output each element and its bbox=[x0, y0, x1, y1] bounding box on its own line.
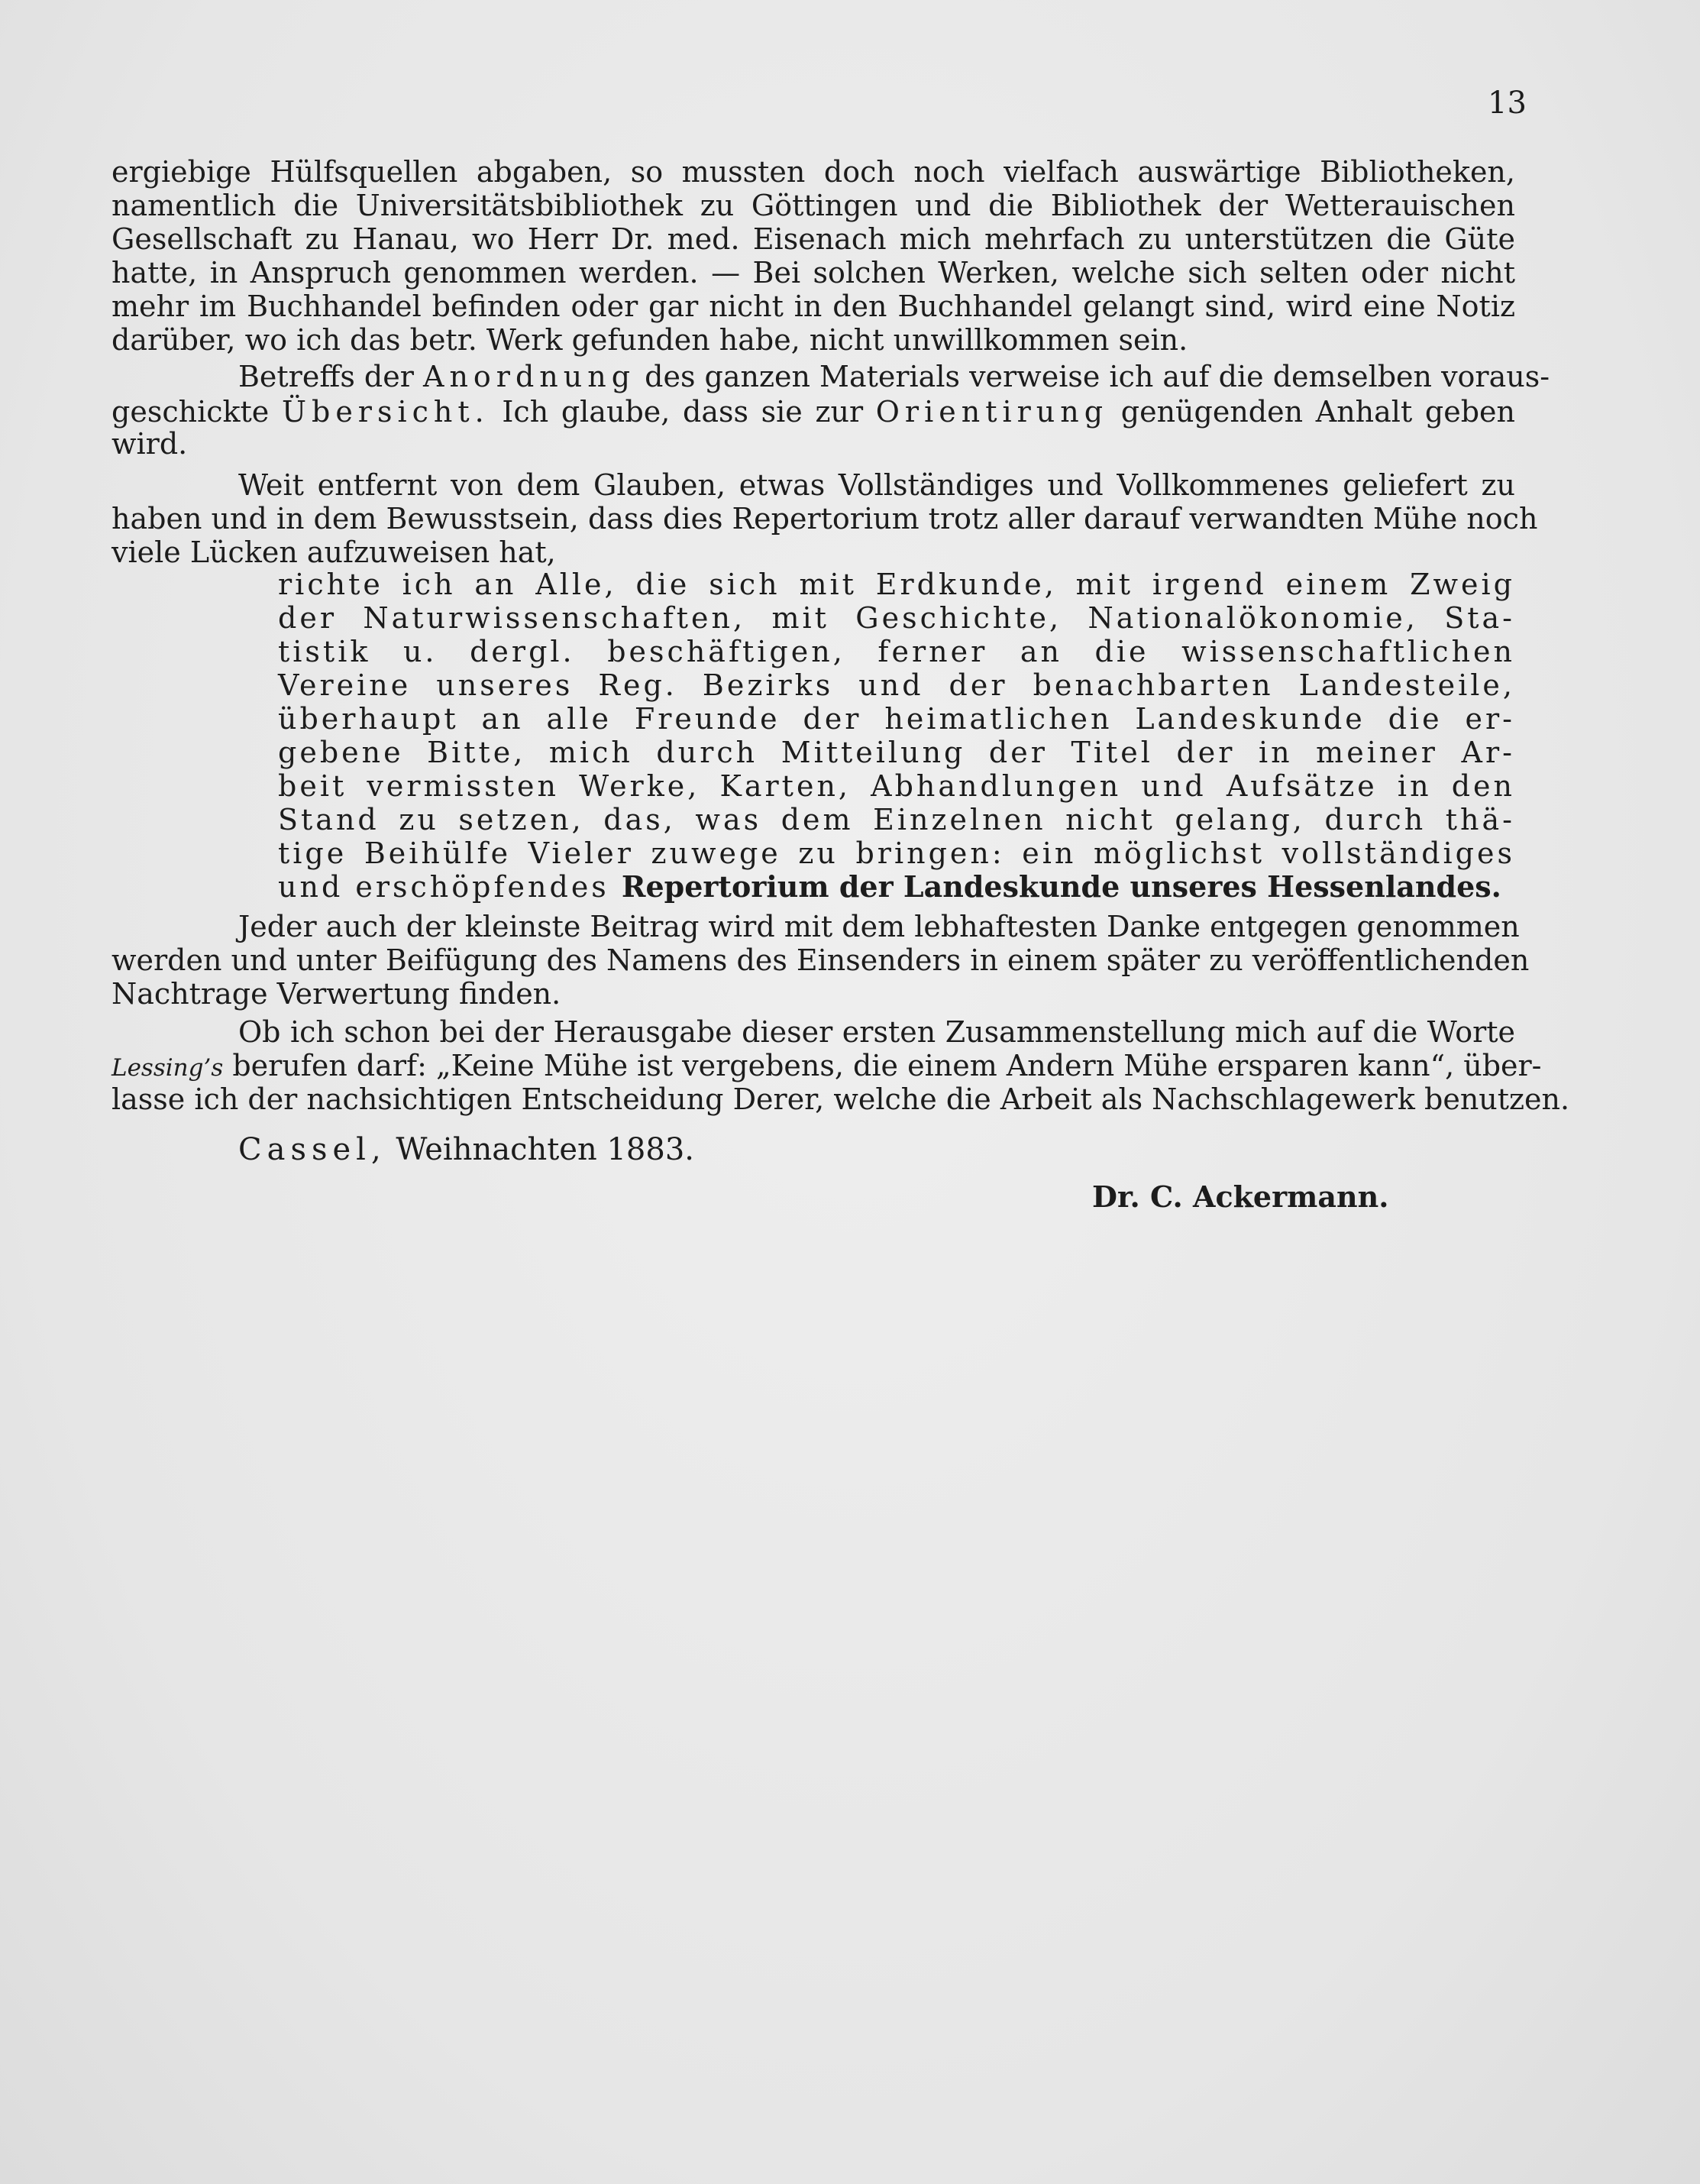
appeal-line-8: Stand zu setzen, das, was dem Einzelnen nicht gelang, durch thä- bbox=[278, 803, 1515, 836]
paragraph-2-text: genügenden Anhalt geben bbox=[1120, 395, 1515, 429]
emphasis-orientirung: Orientirung bbox=[875, 395, 1109, 429]
appeal-line-1: richte ich an Alle, die sich mit Erdkunde, mit irgend einem Zweig bbox=[278, 568, 1515, 601]
paragraph-1-line-3: Gesellschaft zu Hanau, wo Herr Dr. med. Eisenach mich mehrfach zu unterstützen die Güte bbox=[112, 222, 1515, 256]
paragraph-1-line-6: darüber, wo ich das betr. Werk gefunden habe, nicht unwillkommen sein. bbox=[112, 323, 1188, 357]
appeal-line-7: beit vermissten Werke, Karten, Abhandlungen und Aufsätze in den bbox=[278, 769, 1515, 803]
paragraph-5-text: berufen darf: „Keine Mühe ist vergebens, die einem Andern Mühe ersparen kann“, über- bbox=[232, 1049, 1542, 1082]
place-and-date bbox=[238, 1132, 694, 1167]
paragraph-3-line-2: haben und in dem Bewusstsein, dass dies Repertorium trotz aller darauf verwandten Mühe noch bbox=[112, 502, 1538, 535]
paragraph-2-text: des ganzen Materials verweise ich auf die demselben voraus- bbox=[645, 360, 1550, 393]
page-number: 13 bbox=[1488, 86, 1527, 121]
emphasis-anordnung: Anordnung bbox=[423, 360, 636, 393]
paragraph-2-text: Ich glaube, dass sie zur bbox=[502, 395, 864, 429]
paragraph-4-line-1: Jeder auch der kleinste Beitrag wird mit dem lebhaftesten Danke entgegen genommen bbox=[238, 910, 1520, 943]
paragraph-5-line-2 bbox=[112, 1048, 1542, 1086]
paragraph-5-line-3: lasse ich der nachsichtigen Entscheidung Derer, welche die Arbeit als Nachschlagewerk benutzen. bbox=[112, 1082, 1570, 1116]
paragraph-5-line-1: Ob ich schon bei der Herausgabe dieser ersten Zusammenstellung mich auf die Worte bbox=[238, 1015, 1515, 1049]
appeal-line-3: tistik u. dergl. beschäftigen, ferner an die wissenschaftlichen bbox=[278, 635, 1515, 668]
appeal-line-10 bbox=[278, 869, 1515, 904]
paragraph-2-line-2 bbox=[112, 394, 1515, 429]
repertorium-title: Repertorium der Landeskunde unseres Hessenlandes. bbox=[621, 869, 1501, 904]
appeal-text: und erschöpfendes bbox=[278, 870, 609, 904]
appeal-line-5: überhaupt an alle Freunde der heimatlichen Landeskunde die er- bbox=[278, 702, 1515, 736]
appeal-line-9: tige Beihülfe Vieler zuwege zu bringen: ein möglichst vollständiges bbox=[278, 836, 1515, 870]
paragraph-2-text: geschickte bbox=[112, 395, 270, 429]
paragraph-4-line-2: werden und unter Beifügung des Namens des Einsenders in einem später zu veröffentlichenden bbox=[112, 943, 1530, 977]
author-signature: Dr. C. Ackermann. bbox=[1092, 1179, 1389, 1214]
paragraph-2-line-1 bbox=[238, 359, 1550, 394]
paragraph-1-line-4: hatte, in Anspruch genommen werden. — Bei solchen Werken, welche sich selten oder nicht bbox=[112, 256, 1515, 290]
paragraph-2-text: Betreffs der bbox=[238, 360, 414, 393]
paragraph-1-line-2: namentlich die Universitätsbibliothek zu Göttingen und die Bibliothek der Wetterauischen bbox=[112, 189, 1515, 222]
place-name: Cassel, bbox=[238, 1132, 386, 1167]
appeal-line-2: der Naturwissenschaften, mit Geschichte, Nationalökonomie, Sta- bbox=[278, 601, 1515, 635]
date-text: Weihnachten 1883. bbox=[396, 1132, 694, 1167]
appeal-line-6: gebene Bitte, mich durch Mitteilung der Titel der in meiner Ar- bbox=[278, 736, 1515, 769]
paragraph-3-line-3: viele Lücken aufzuweisen hat, bbox=[112, 535, 556, 569]
paragraph-1-line-1: ergiebige Hülfsquellen abgaben, so mussten doch noch vielfach auswärtige Bibliotheken, bbox=[112, 155, 1515, 189]
paragraph-4-line-3: Nachtrage Verwertung finden. bbox=[112, 977, 561, 1011]
appeal-line-4: Vereine unseres Reg. Bezirks und der benachbarten Landesteile, bbox=[278, 668, 1515, 702]
paragraph-2-line-3: wird. bbox=[112, 427, 188, 461]
emphasis-uebersicht: Übersicht. bbox=[281, 395, 490, 429]
lessing-name: Lessing’s bbox=[112, 1054, 224, 1082]
paragraph-1-line-5: mehr im Buchhandel befinden oder gar nicht in den Buchhandel gelangt sind, wird eine Notiz bbox=[112, 290, 1515, 323]
paragraph-3-line-1: Weit entfernt von dem Glauben, etwas Vollständiges und Vollkommenes geliefert zu bbox=[238, 468, 1515, 502]
